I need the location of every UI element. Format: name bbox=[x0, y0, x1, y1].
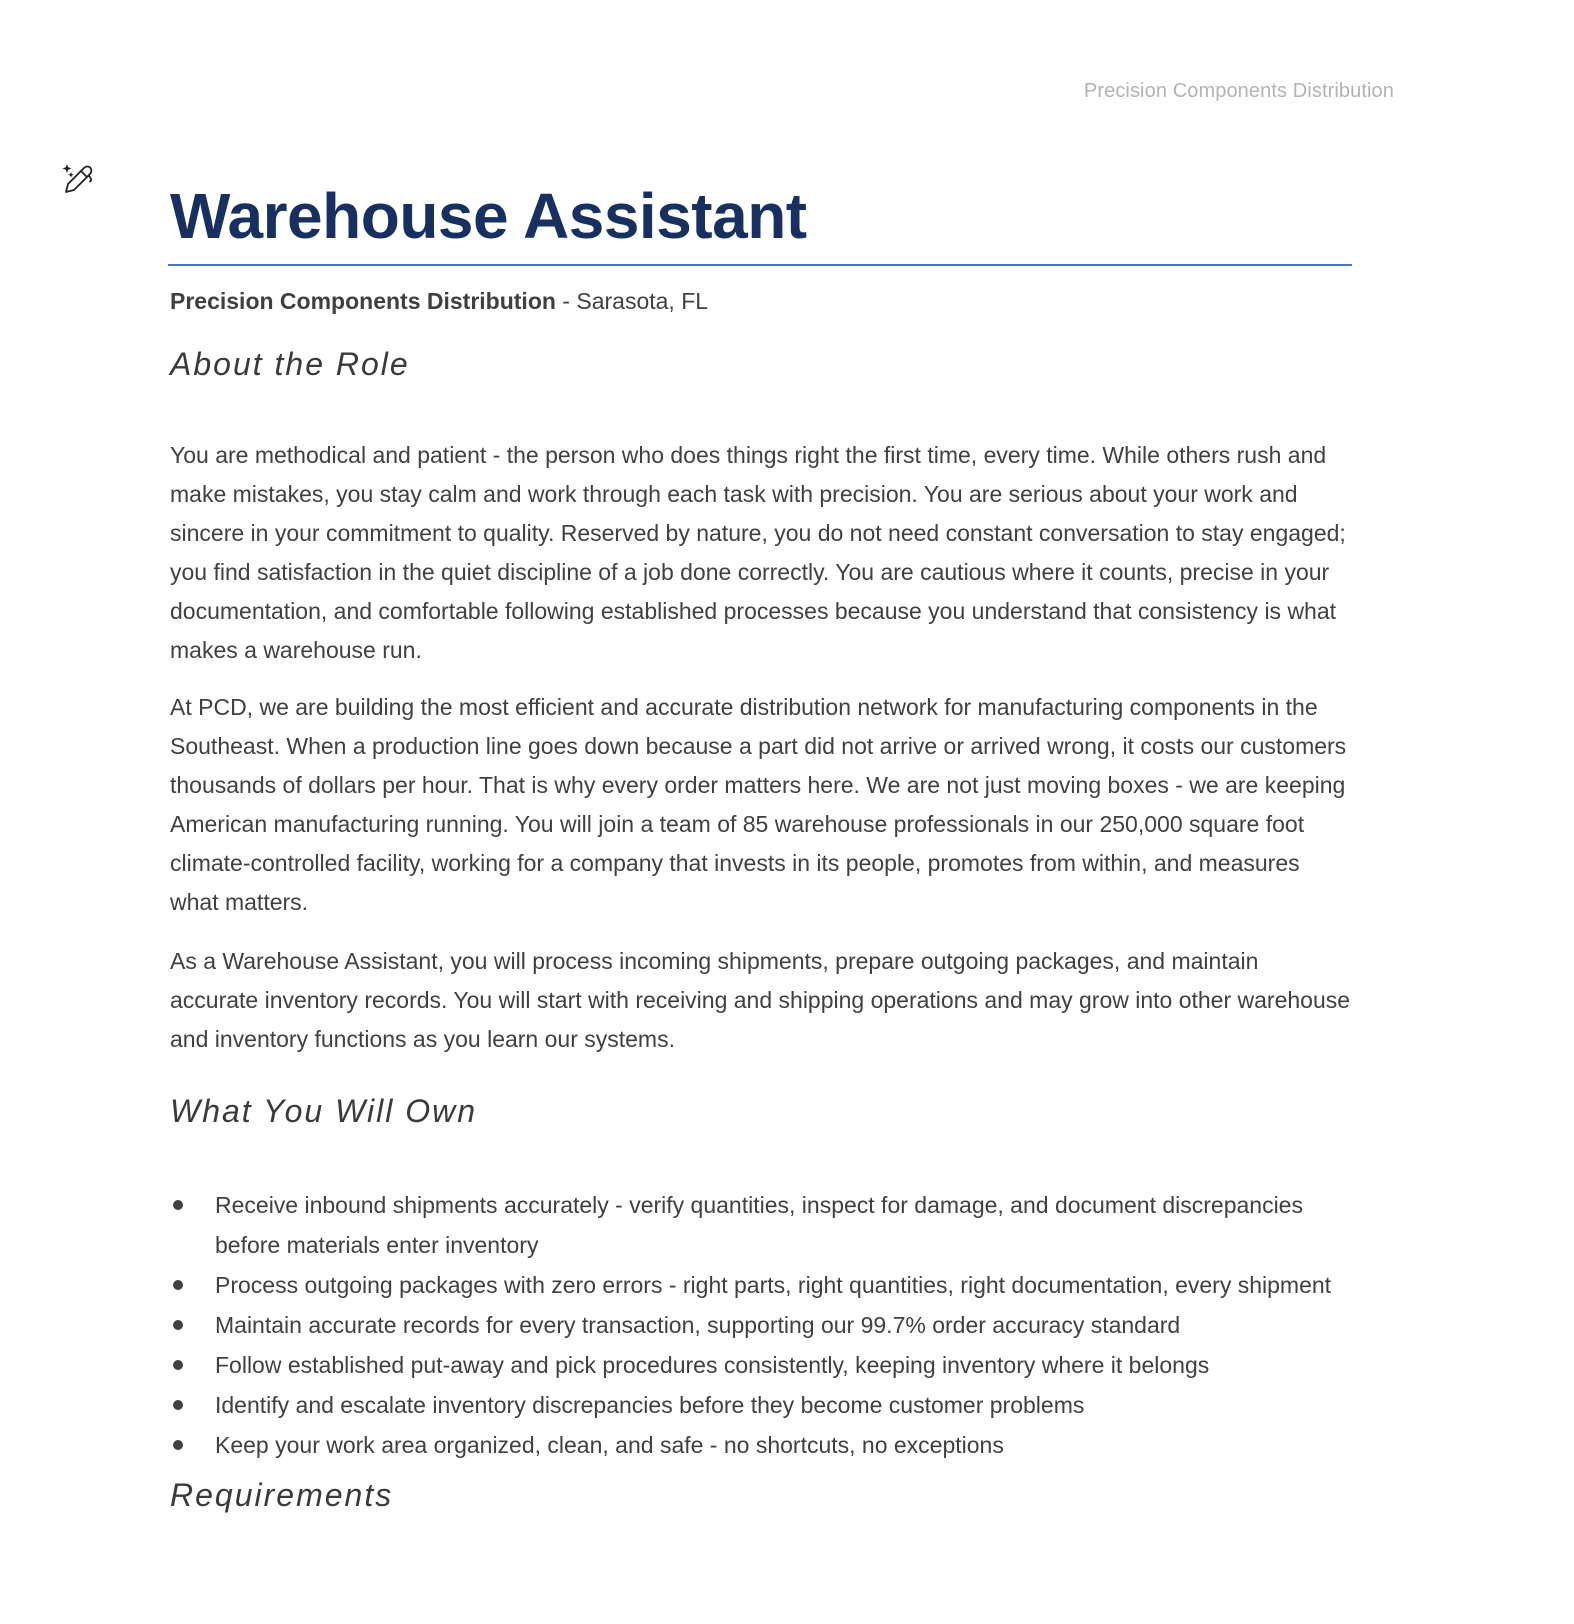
document-body bbox=[170, 176, 1352, 1515]
list-item bbox=[170, 1425, 1352, 1465]
list-item bbox=[170, 1385, 1352, 1425]
list-item bbox=[170, 1185, 1352, 1265]
list-item-text: Identify and escalate inventory discrepancies before they become customer problems bbox=[215, 1392, 1085, 1418]
location: Sarasota, FL bbox=[576, 288, 709, 314]
about-paragraph-3: As a Warehouse Assistant, you will process incoming shipments, prepare outgoing packages, and maintain accurate inventory records. You will start with receiving and shipping operations and may grow into other warehouse and inventory functions as you learn our systems. bbox=[170, 948, 1351, 1052]
list-item-text: Process outgoing packages with zero errors - right parts, right quantities, right documentation, every shipment bbox=[215, 1272, 1332, 1298]
list-item-text: Keep your work area organized, clean, and safe - no shortcuts, no exceptions bbox=[215, 1432, 1004, 1458]
list-item-text: Follow established put-away and pick procedures consistently, keeping inventory where it belongs bbox=[215, 1352, 1210, 1378]
section-heading-what-you-will-own: What You Will Own bbox=[170, 1093, 477, 1129]
section-heading-requirements: Requirements bbox=[170, 1477, 394, 1513]
about-paragraph-1: You are methodical and patient - the person who does things right the first time, every time. While others rush and make mistakes, you stay calm and work through each task with precision. You are serious about your work and sincere in your commitment to quality. Reserved by nature, you do not need constant conversation to stay engaged; you find satisfaction in the quiet discipline of a job done correctly. You are cautious where it counts, precise in your documentation, and comfortable following established processes because you understand that consistency is what makes a warehouse run. bbox=[170, 442, 1346, 663]
responsibilities-list bbox=[170, 1185, 1352, 1465]
document-title: Warehouse Assistant bbox=[170, 180, 807, 252]
section-heading-about: About the Role bbox=[170, 346, 410, 382]
bullet-icon bbox=[173, 1360, 183, 1370]
company-location-line bbox=[170, 286, 1352, 316]
bullet-icon bbox=[173, 1320, 183, 1330]
list-item-text: Maintain accurate records for every transaction, supporting our 99.7% order accuracy standard bbox=[215, 1312, 1181, 1338]
list-item bbox=[170, 1305, 1352, 1345]
list-item bbox=[170, 1265, 1352, 1305]
bullet-icon bbox=[173, 1440, 183, 1450]
bullet-icon bbox=[173, 1280, 183, 1290]
title-divider bbox=[168, 264, 1352, 266]
bullet-icon bbox=[173, 1400, 183, 1410]
bullet-icon bbox=[173, 1200, 183, 1210]
list-item-text: Receive inbound shipments accurately - verify quantities, inspect for damage, and document discrepancies before materials enter inventory bbox=[215, 1192, 1303, 1258]
about-paragraph-2: At PCD, we are building the most efficient and accurate distribution network for manufacturing components in the Southeast. When a production line goes down because a part did not arrive or arrived wrong, it costs our customers thousands of dollars per hour. That is why every order matters here. We are not just moving boxes - we are keeping American manufacturing running. You will join a team of 85 warehouse professionals in our 250,000 square foot climate-controlled facility, working for a company that invests in its people, promotes from within, and measures what matters. bbox=[170, 694, 1347, 915]
list-item bbox=[170, 1345, 1352, 1385]
separator: - bbox=[555, 288, 577, 314]
ai-sparkle-pen-icon[interactable] bbox=[60, 160, 100, 200]
company-name: Precision Components Distribution bbox=[170, 288, 556, 314]
page-header-company: Precision Components Distribution bbox=[1083, 80, 1394, 102]
